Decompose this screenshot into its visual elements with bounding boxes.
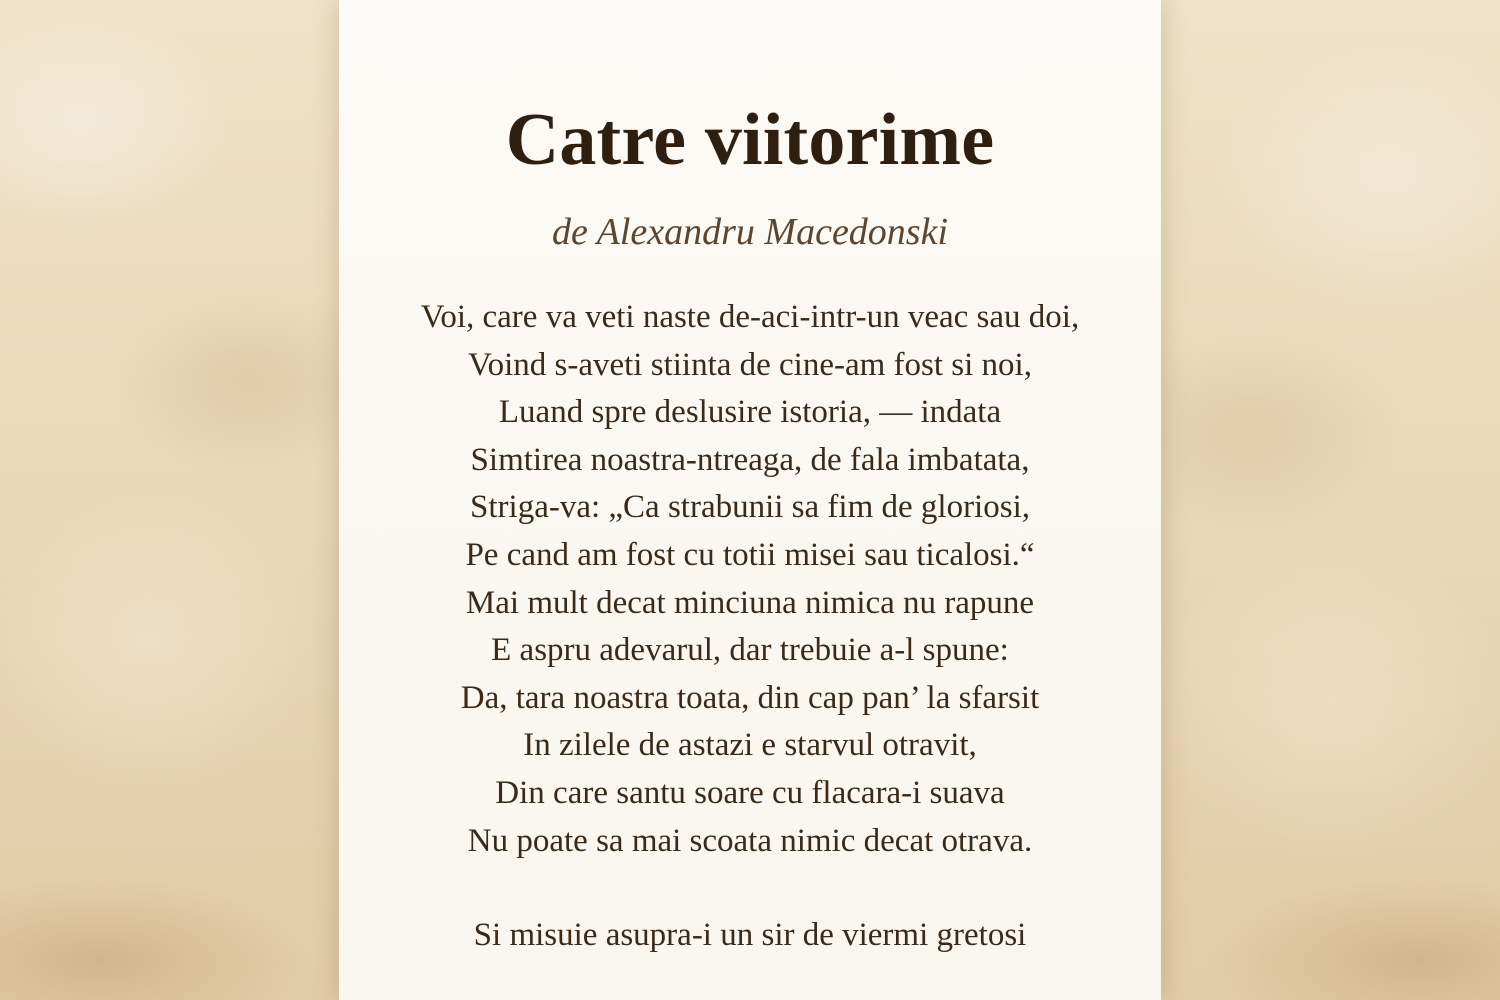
verse-line: In zilele de astazi e starvul otravit, xyxy=(523,727,977,764)
verse-line: Pe cand am fost cu totii misei sau ticalosi.“ xyxy=(465,536,1035,573)
verse-line: Mai mult decat minciuna nimica nu rapune xyxy=(465,584,1035,621)
verse-line: Voi, care va veti naste de-aci-intr-un veac sau doi, xyxy=(420,299,1080,335)
stanza xyxy=(339,912,1161,960)
poem-page xyxy=(339,0,1161,1000)
verse-line: Si misuie asupra-i un sir de viermi gretosi xyxy=(473,917,1027,954)
verse-line: Din care santu soare cu flacara-i suava xyxy=(495,774,1005,811)
verse-line: Nu poate sa mai scoata nimic decat otrava. xyxy=(467,822,1033,859)
verse-line: E aspru adevarul, dar trebuie a-l spune: xyxy=(491,632,1009,669)
poem-body xyxy=(339,294,1161,960)
verse-line: Da, tara noastra toata, din cap pan’ la sfarsit xyxy=(460,679,1040,716)
verse-line: Simtirea noastra-ntreaga, de fala imbatata, xyxy=(470,441,1030,478)
verse-line: Voind s-aveti stiinta de cine-am fost si noi, xyxy=(468,346,1032,383)
poem-author: de Alexandru Macedonski xyxy=(551,211,949,253)
verse-line: Striga-va: „Ca strabunii sa fim de gloriosi, xyxy=(470,489,1030,526)
stanza xyxy=(339,294,1161,865)
poem-title: Catre viitorime xyxy=(505,99,995,181)
verse-line: Luand spre deslusire istoria, — indata xyxy=(498,394,1002,431)
